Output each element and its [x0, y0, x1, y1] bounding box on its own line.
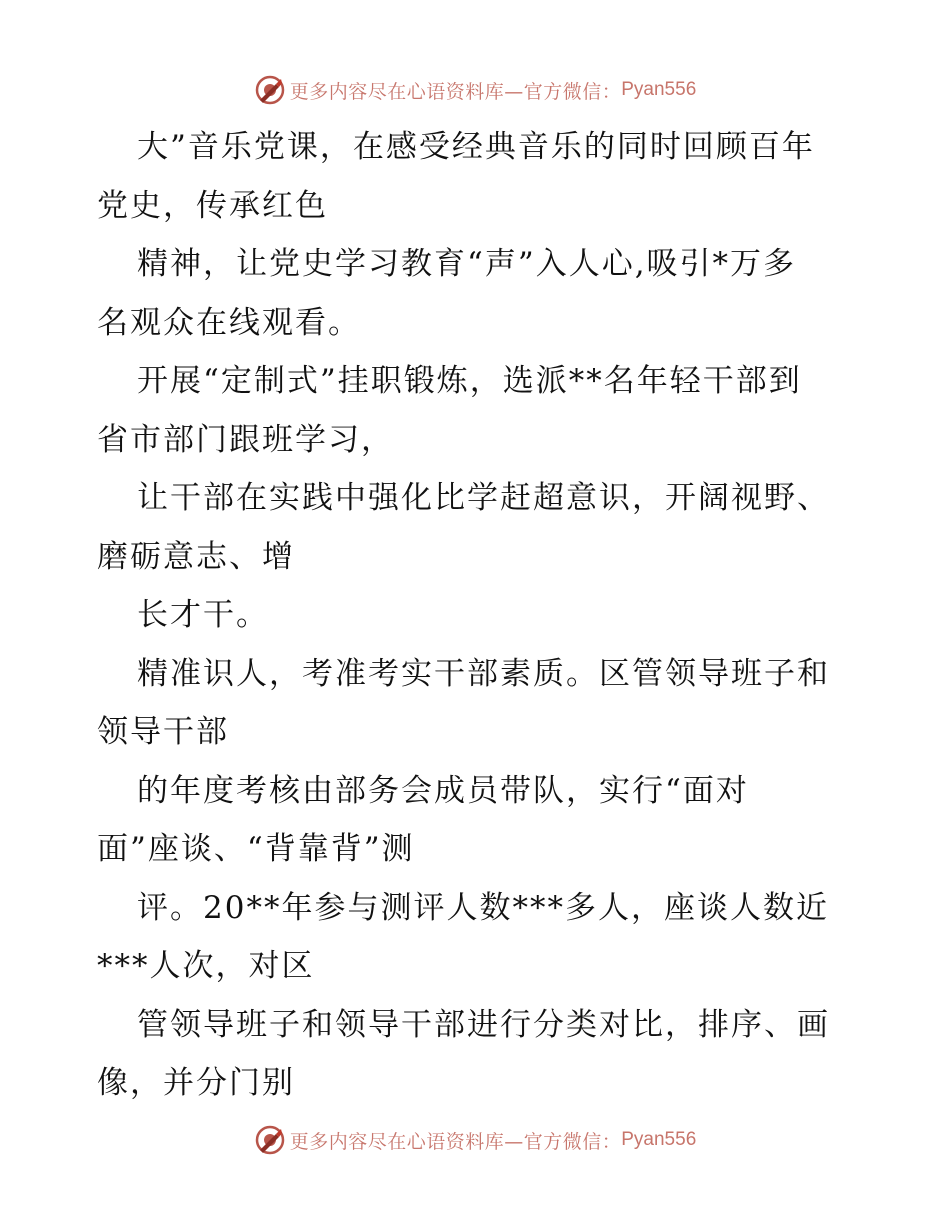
text-line: ***人次，对区	[97, 948, 315, 984]
watermark-handle: Pyan556	[621, 1129, 697, 1150]
pen-logo-icon	[254, 74, 286, 106]
header-watermark	[0, 70, 950, 110]
text-line: 省市部门跟班学习，	[97, 421, 394, 458]
text-line: 评。20**年参与测评人数***多人，座谈人数近	[137, 889, 829, 926]
text-line: 长才干。	[137, 597, 269, 633]
text-line: 党史，传承红色	[97, 187, 328, 224]
text-line: 开展“定制式”挂职锻炼，选派**名年轻干部到	[137, 363, 802, 399]
watermark-text: 更多内容尽在心语资料库—官方微信：	[289, 1130, 622, 1153]
text-line: 磨砺意志、增	[97, 538, 295, 575]
text-line: 大”音乐党课，在感受经典音乐的同时回顾百年	[137, 129, 815, 165]
text-line: 精准识人，考准考实干部素质。区管领导班子和	[137, 655, 830, 692]
text-line: 的年度考核由部务会成员带队，实行“面对	[137, 772, 749, 809]
text-line: 管领导班子和领导干部进行分类对比，排序、画	[137, 1006, 830, 1043]
text-line: 领导干部	[97, 714, 229, 750]
text-line: 精神，让党史学习教育“声”入人心,吸引*万多	[137, 246, 797, 282]
text-line: 名观众在线观看。	[97, 304, 361, 341]
pen-logo-icon	[254, 1124, 286, 1156]
text-line: 面”座谈、“背靠背”测	[97, 831, 415, 867]
watermark-handle: Pyan556	[621, 79, 697, 100]
text-line: 像，并分门别	[97, 1065, 295, 1101]
document-body	[97, 118, 867, 1113]
footer-watermark	[0, 1120, 950, 1160]
watermark-text: 更多内容尽在心语资料库—官方微信：	[289, 80, 622, 103]
text-line: 让干部在实践中强化比学赶超意识，开阔视野、	[137, 480, 830, 516]
